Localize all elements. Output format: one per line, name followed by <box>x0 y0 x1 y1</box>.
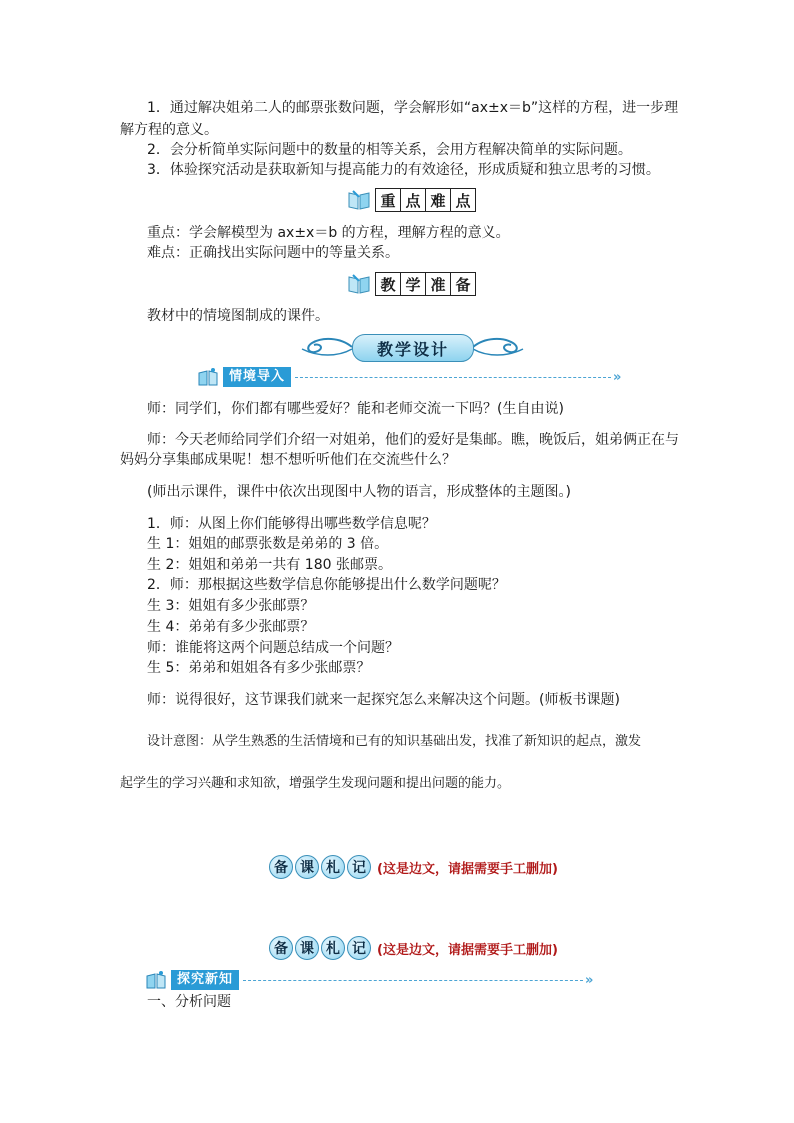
dialogue-line: 生 4：弟弟有多少张邮票？ <box>147 619 315 635</box>
dialogue-line: 生 2：姐姐和弟弟一共有 180 张邮票。 <box>147 557 392 573</box>
section-explore-label: 探究新知 <box>171 970 239 990</box>
dialogue-line: 生 3：姐姐有多少张邮票？ <box>147 598 315 614</box>
note-char: 记 <box>347 855 371 879</box>
lesson-notes-label <box>269 854 558 880</box>
note-char: 备 <box>269 936 293 960</box>
lesson-notes-label <box>269 935 558 961</box>
header-char: 点 <box>401 189 426 211</box>
prep-text: 教材中的情境图制成的课件。 <box>147 308 329 324</box>
header-char: 重 <box>376 189 401 211</box>
dashed-rule <box>243 980 583 981</box>
analysis-heading: 一、分析问题 <box>147 994 231 1010</box>
dialogue-line: 师：说得很好，这节课我们就来一起探究怎么来解决这个问题。(师板书课题) <box>147 692 620 708</box>
design-intent-line-1: 设计意图：从学生熟悉的生活情境和已有的知识基础出发，找准了新知识的起点，激发 <box>147 734 642 749</box>
section-explore-bar <box>145 970 593 990</box>
note-char: 课 <box>295 936 319 960</box>
section-intro-label: 情境导入 <box>223 367 291 387</box>
dialogue-line: 生 5：弟弟和姐姐各有多少张邮票？ <box>147 660 371 676</box>
double-chevron-icon: » <box>585 972 594 988</box>
dialogue-line: 1．师：从图上你们能够得出哪些数学信息呢？ <box>147 516 436 532</box>
prep-header <box>347 271 476 297</box>
banner-title: 教学设计 <box>352 334 474 362</box>
key-point: 重点：学会解模型为 ax±x＝b 的方程，理解方程的意义。 <box>147 225 510 241</box>
header-char: 准 <box>426 273 451 295</box>
note-char: 备 <box>269 855 293 879</box>
note-char: 记 <box>347 936 371 960</box>
side-text-hint: (这是边文，请据需要手工删加) <box>377 861 558 877</box>
book-icon <box>347 273 371 295</box>
book-icon <box>197 367 219 387</box>
dialogue-line: 妈妈分享集邮成果呢！想不想听听他们在交流些什么？ <box>120 452 456 468</box>
double-chevron-icon: » <box>613 369 622 385</box>
note-char: 课 <box>295 855 319 879</box>
objective-2: 2．会分析简单实际问题中的数量的相等关系，会用方程解决简单的实际问题。 <box>147 142 632 158</box>
design-intent-line-2: 起学生的学习兴趣和求知欲，增强学生发现问题和提出问题的能力。 <box>120 776 511 791</box>
objective-3: 3．体验探究活动是获取新知与提高能力的有效途径，形成质疑和独立思考的习惯。 <box>147 162 660 178</box>
dialogue-line: 师：谁能将这两个问题总结成一个问题？ <box>147 640 399 656</box>
header-char: 难 <box>426 189 451 211</box>
dialogue-line: 生 1：姐姐的邮票张数是弟弟的 3 倍。 <box>147 536 389 552</box>
note-char: 札 <box>321 855 345 879</box>
dashed-rule <box>295 377 611 378</box>
key-difficult-header <box>347 187 476 213</box>
note-char: 札 <box>321 936 345 960</box>
objective-1-line-2: 解方程的意义。 <box>120 122 218 138</box>
dialogue-line: 师：今天老师给同学们介绍一对姐弟，他们的爱好是集邮。瞧，晚饭后，姐弟俩正在与 <box>147 432 679 448</box>
book-icon <box>145 970 167 990</box>
book-icon <box>347 189 371 211</box>
objective-1-line-1: 1．通过解决姐弟二人的邮票张数问题，学会解形如“ax±x＝b”这样的方程，进一步理 <box>147 100 679 116</box>
header-char: 备 <box>451 273 475 295</box>
teaching-design-banner <box>300 333 525 361</box>
dialogue-line: 师：同学们，你们都有哪些爱好？能和老师交流一下吗？(生自由说) <box>147 401 564 417</box>
dialogue-line: (师出示课件，课件中依次出现图中人物的语言，形成整体的主题图。) <box>147 484 571 500</box>
header-char: 学 <box>401 273 426 295</box>
dialogue-line: 2．师：那根据这些数学信息你能够提出什么数学问题呢？ <box>147 577 506 593</box>
difficult-point: 难点：正确找出实际问题中的等量关系。 <box>147 245 399 261</box>
side-text-hint: (这是边文，请据需要手工删加) <box>377 942 558 958</box>
section-intro-bar <box>197 367 621 387</box>
header-char: 教 <box>376 273 401 295</box>
header-char: 点 <box>451 189 475 211</box>
